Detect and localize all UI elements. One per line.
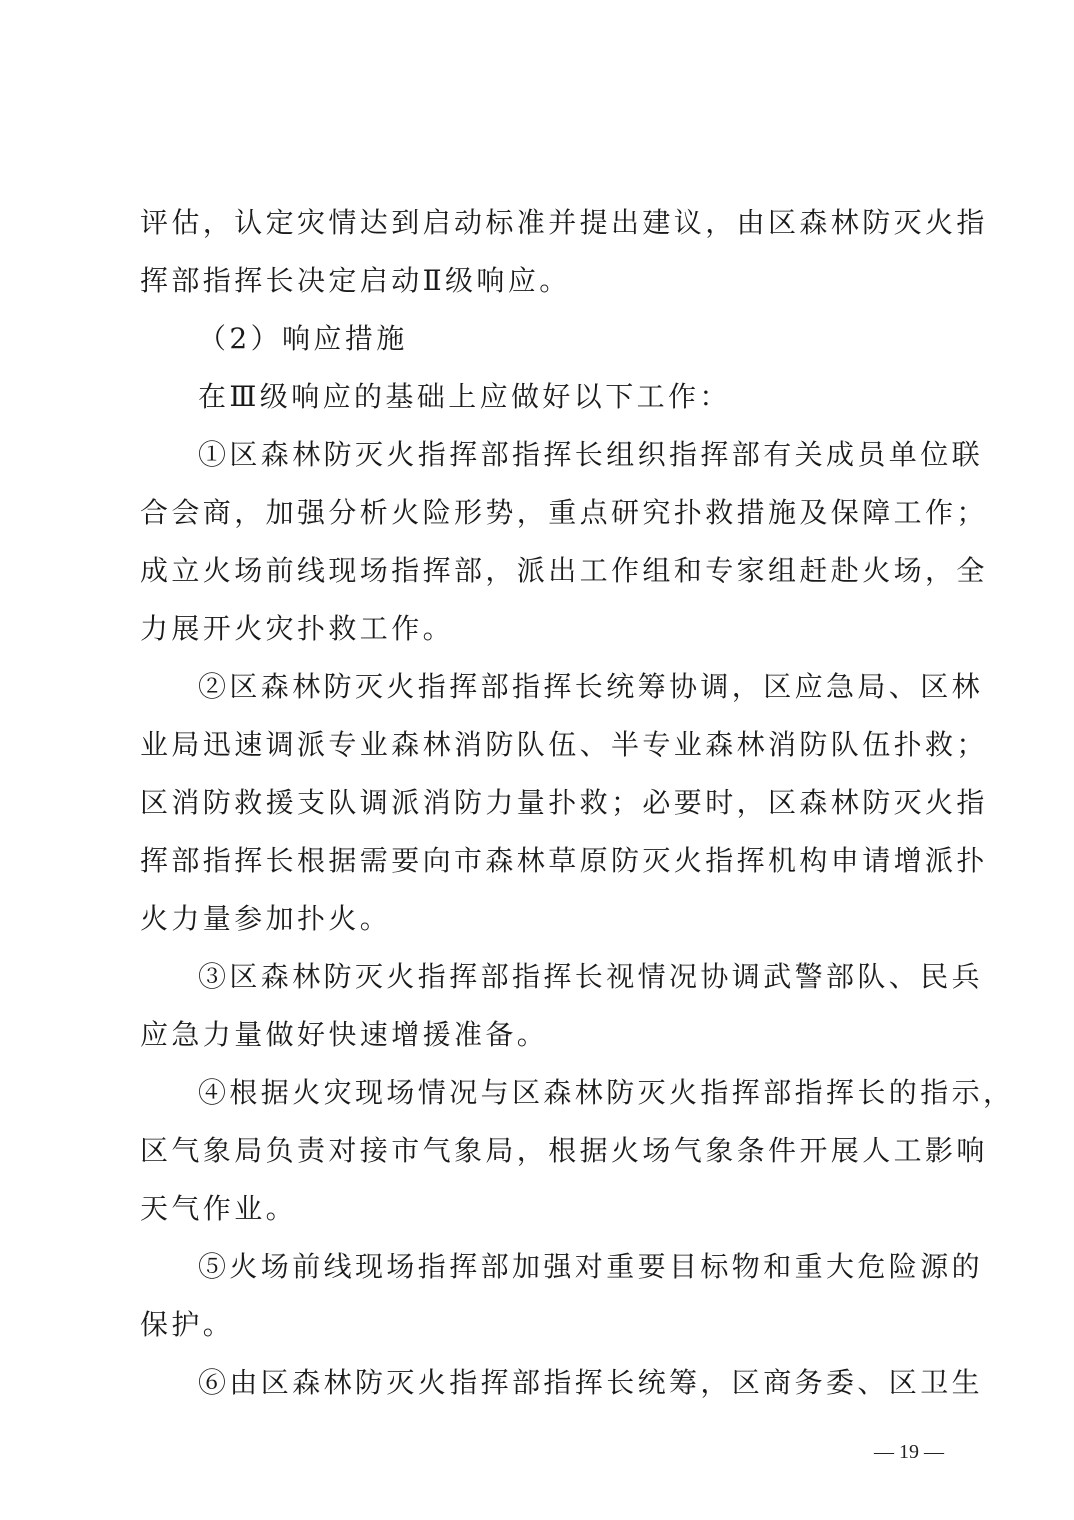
text-line: 在Ⅲ级响应的基础上应做好以下工作： — [198, 380, 731, 413]
page-number: — 19 — — [874, 1441, 944, 1463]
paragraph-continuation — [140, 194, 988, 310]
text-line: ⑥由区森林防灭火指挥部指挥长统筹，区商务委、区卫生 — [198, 1366, 984, 1399]
text-line: 区消防救援支队调派消防力量扑救；必要时，区森林防灭火指 — [140, 786, 988, 819]
text-line: 天气作业。 — [140, 1192, 298, 1225]
text-line: 挥部指挥长根据需要向市森林草原防灭火指挥机构申请增派扑 — [140, 844, 988, 877]
paragraph-item-4 — [140, 1064, 1015, 1238]
text-line: 成立火场前线现场指挥部，派出工作组和专家组赶赴火场，全 — [140, 554, 988, 587]
text-line: 区气象局负责对接市气象局，根据火场气象条件开展人工影响 — [140, 1134, 988, 1167]
paragraph-intro — [140, 368, 950, 426]
text-line: ④根据火灾现场情况与区森林防灭火指挥部指挥长的指示， — [198, 1076, 1015, 1109]
text-line: 应急力量做好快速增援准备。 — [140, 1018, 549, 1051]
body-text — [140, 194, 1015, 1412]
paragraph-item-2 — [140, 658, 988, 948]
paragraph-item-1 — [140, 426, 988, 658]
text-line: 保护。 — [140, 1308, 235, 1341]
section-heading-text: （2）响应措施 — [198, 322, 408, 355]
text-line: ③区森林防灭火指挥部指挥长视情况协调武警部队、民兵 — [198, 960, 984, 993]
text-line: 业局迅速调派专业森林消防队伍、半专业森林消防队伍扑救； — [140, 728, 988, 761]
text-line: ②区森林防灭火指挥部指挥长统筹协调，区应急局、区林 — [198, 670, 984, 703]
text-line: 合会商，加强分析火险形势，重点研究扑救措施及保障工作； — [140, 496, 988, 529]
paragraph-item-5 — [140, 1238, 984, 1354]
paragraph-item-6 — [140, 1354, 984, 1412]
text-line: ①区森林防灭火指挥部指挥长组织指挥部有关成员单位联 — [198, 438, 984, 471]
text-line: 评估，认定灾情达到启动标准并提出建议，由区森林防灭火指 — [140, 206, 988, 239]
section-heading — [140, 310, 950, 368]
paragraph-item-3 — [140, 948, 984, 1064]
text-line: 挥部指挥长决定启动Ⅱ级响应。 — [140, 264, 571, 297]
text-line: 力展开火灾扑救工作。 — [140, 612, 455, 645]
text-line: 火力量参加扑火。 — [140, 902, 392, 935]
text-line: ⑤火场前线现场指挥部加强对重要目标物和重大危险源的 — [198, 1250, 984, 1283]
